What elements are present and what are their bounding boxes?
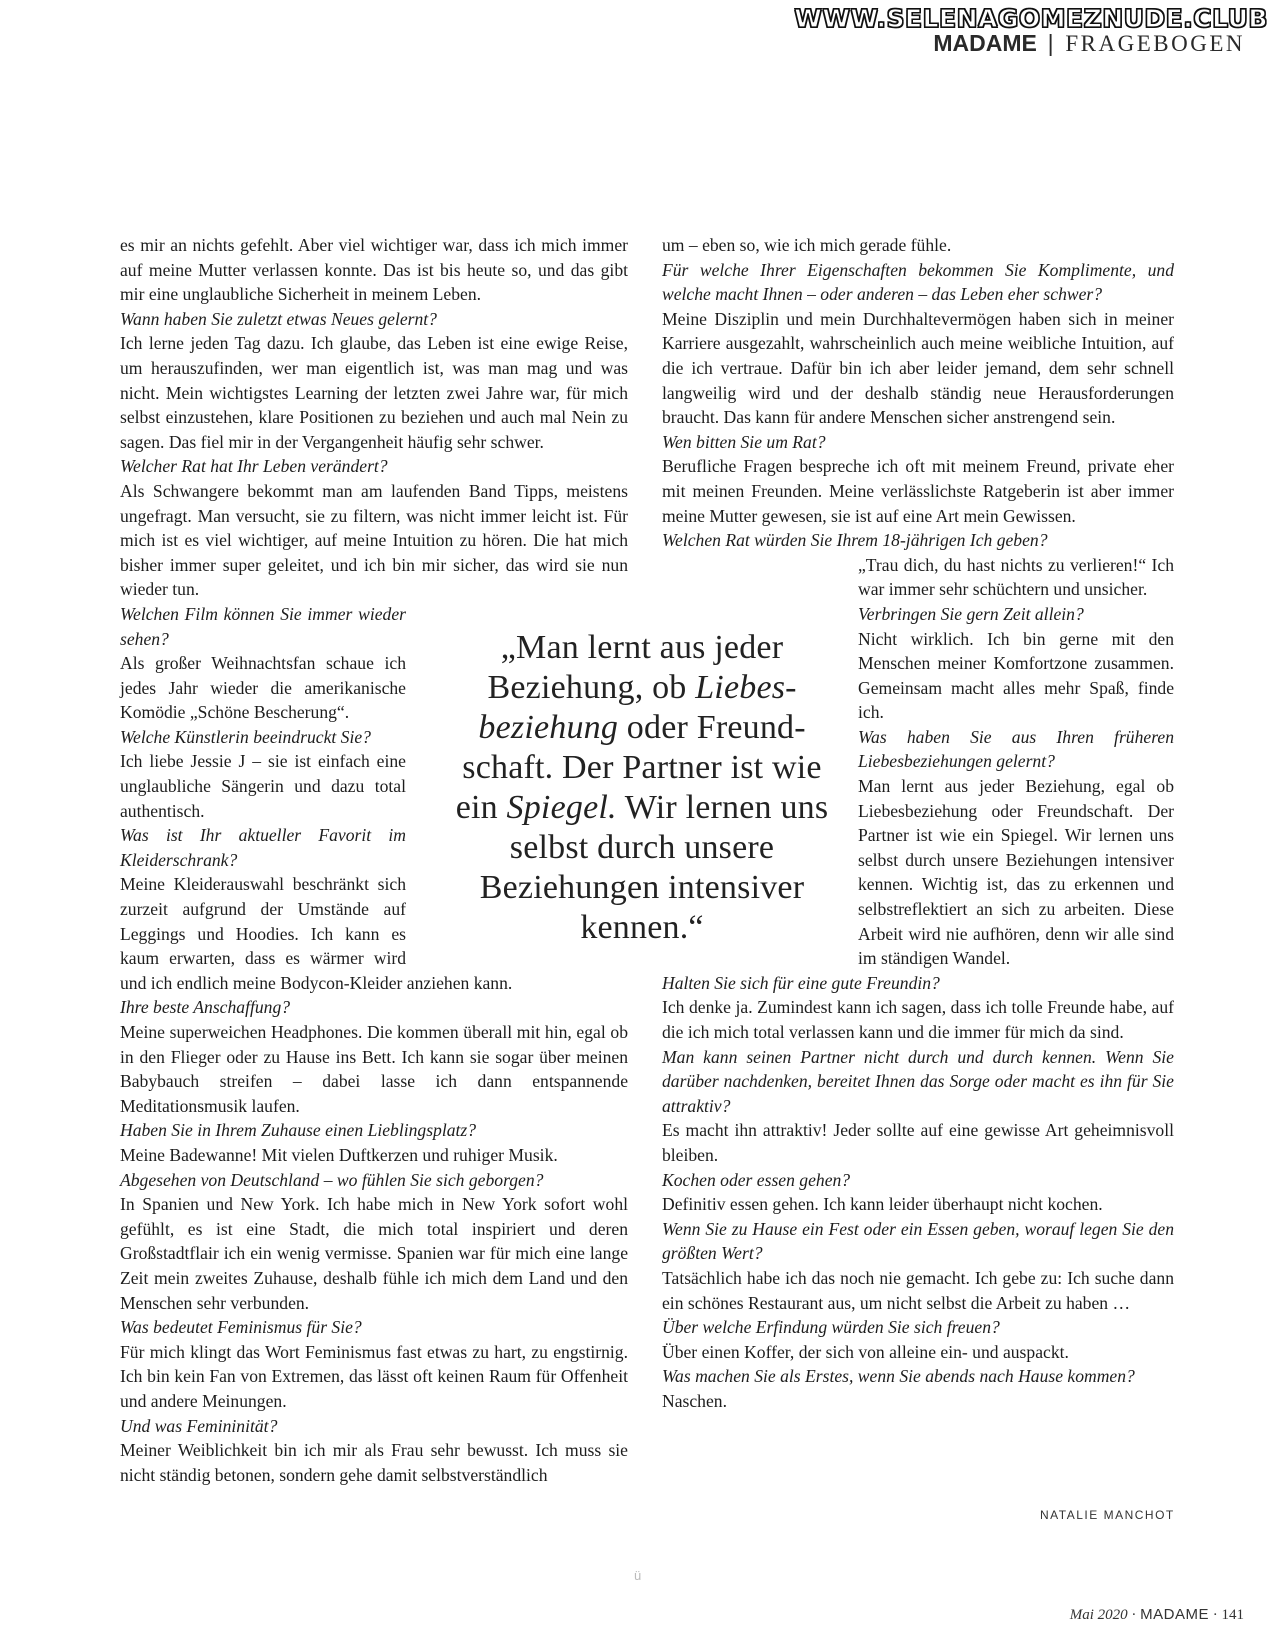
interview-answer: Meine Kleiderauswahl beschränkt sich zurzeit aufgrund der Umstände auf Leggings und Hoodies. Ich kann es kaum erwarten, dass es wärmer wird und ich endlich meine Bodycon-Kleider anziehen kann.	[120, 874, 513, 993]
interview-question: Für welche Ihrer Eigenschaften bekommen Sie Komplimente, und welche macht Ihnen – oder anderen – das Leben eher schwer?	[662, 259, 1174, 305]
interview-question: Welchen Film können Sie immer wieder sehen?	[120, 603, 406, 649]
interview-answer: Man lernt aus jeder Beziehung, egal ob Liebesbeziehung oder Freundschaft. Der Partner ist wie ein Spiegel. Wir lernen uns selbst durch unsere Beziehungen intensiver kennen. Wichtig ist, das zu erkennen und selbstreflektiert an sich zu arbeiten. Diese Arbeit wird nie aufhören, denn wir alle sind im ständigen Wandel.	[858, 776, 1174, 969]
interview-answer: Tatsächlich habe ich das noch nie gemacht. Ich gebe zu: Ich suche dann ein schönes Restaurant aus, um nicht selbst die Arbeit zu haben …	[662, 1267, 1174, 1313]
interview-answer: Ich denke ja. Zumindest kann ich sagen, dass ich tolle Freunde habe, auf die ich mich total verlassen kann und die immer für mich da sind.	[662, 997, 1174, 1042]
header-brand	[933, 30, 1245, 57]
interview-answer: Nicht wirklich. Ich bin gerne mit den Menschen meiner Komfortzone zusammen. Gemeinsam macht alles mehr Spaß, finde ich.	[858, 628, 1174, 723]
interview-answer: „Trau dich, du hast nichts zu verlieren!“ Ich war immer sehr schüchtern und unsicher.	[858, 554, 1174, 600]
interview-answer: Meine Badewanne! Mit vielen Duftkerzen und ruhiger Musik.	[120, 1144, 558, 1165]
interview-answer: Ich liebe Jessie J – sie ist einfach eine unglaubliche Sängerin und dazu total authentisch.	[120, 751, 406, 821]
issue-date: Mai 2020	[1069, 1607, 1128, 1623]
interview-question: Was haben Sie aus Ihren früheren Liebesbeziehungen gelernt?	[858, 726, 1174, 772]
interview-answer: es mir an nichts gefehlt. Aber viel wichtiger war, dass ich mich immer auf meine Mutter verlassen konnte. Das ist bis heute so, und das gibt mir eine unglaubliche Sicherheit in meinem Leben.	[120, 235, 628, 305]
interview-question: Haben Sie in Ihrem Zuhause einen Lieblingsplatz?	[120, 1120, 477, 1141]
interview-answer: Berufliche Fragen bespreche ich oft mit meinem Freund, private eher mit meinen Freunden. Meine verlässlichste Ratgeberin ist aber immer meine Mutter gewesen, sie ist auf eine Art mein Gewissen.	[662, 456, 1174, 526]
header-separator: |	[1047, 30, 1055, 56]
interview-question: Welche Künstlerin beeindruckt Sie?	[120, 726, 371, 747]
interview-question: Über welche Erfindung würden Sie sich freuen?	[662, 1317, 1000, 1338]
interview-question: Und was Femininität?	[120, 1415, 278, 1436]
page-mark: ü	[634, 1568, 642, 1583]
interview-answer: Naschen.	[662, 1390, 727, 1411]
interview-question: Wen bitten Sie um Rat?	[662, 431, 826, 452]
watermark: WWW.SELENAGOMEZNUDE.CLUB	[794, 4, 1268, 33]
interview-question: Was ist Ihr aktueller Favorit im Kleiderschrank?	[120, 825, 406, 870]
byline: NATALIE MANCHOT	[1040, 1508, 1175, 1522]
interview-answer: Meine Disziplin und mein Durchhaltevermögen haben sich in meiner Karriere ausgezahlt, wahrscheinlich auch meine weibliche Intuition, auf die ich vertraue. Dafür bin ich aber leider jemand, dem sehr schnell langweilig wird und der deshalb ständig neue Herausforderungen braucht. Das kann für andere Menschen sicher anstrengend sein.	[662, 308, 1174, 428]
interview-answer: Als großer Weihnachtsfan schaue ich jedes Jahr wieder die amerikanische Komödie „Schöne Bescherung“.	[120, 653, 406, 723]
interview-question: Wann haben Sie zuletzt etwas Neues gelernt?	[120, 308, 437, 329]
interview-question: Man kann seinen Partner nicht durch und durch kennen. Wenn Sie darüber nachdenken, bereitet Ihnen das Sorge oder macht es ihn für Sie attraktiv?	[662, 1046, 1174, 1116]
section-name: FRAGEBOGEN	[1065, 31, 1245, 56]
magazine-name: MADAME	[933, 30, 1037, 56]
interview-answer: Ich lerne jeden Tag dazu. Ich glaube, das Leben ist eine ewige Reise, um herauszufinden, wer man eigentlich ist, was man mag und was nicht. Mein wichtigstes Learning der letzten zwei Jahre war, für mich selbst einzustehen, klare Positionen zu beziehen und auch mal Nein zu sagen. Das fiel mir in der Vergangenheit häufig sehr schwer.	[120, 333, 628, 452]
interview-answer: Über einen Koffer, der sich von alleine ein- und auspackt.	[662, 1341, 1069, 1362]
interview-answer: Definitiv essen gehen. Ich kann leider überhaupt nicht kochen.	[662, 1194, 1103, 1215]
pull-quote: „Man lernt aus jeder Beziehung, ob Liebesbeziehung oder Freundschaft. Der Partner ist wie ein Spiegel. Wir lernen uns selbst durch unsere Beziehungen intensiver kennen.“	[455, 629, 829, 946]
interview-question: Halten Sie sich für eine gute Freundin?	[662, 972, 940, 993]
interview-question: Abgesehen von Deutschland – wo fühlen Sie sich geborgen?	[120, 1169, 544, 1190]
interview-answer: Für mich klingt das Wort Feminismus fast etwas zu hart, zu engstirnig. Ich bin kein Fan von Extremen, das lässt oft keinen Raum für Offenheit und andere Meinungen.	[120, 1341, 628, 1411]
page-number: 141	[1221, 1607, 1244, 1623]
interview-answer: Meiner Weiblichkeit bin ich mir als Frau sehr bewusst. Ich muss sie nicht ständig betonen, sondern gehe damit selbstverständlich	[120, 1440, 628, 1485]
interview-answer: Meine superweichen Headphones. Die kommen überall mit hin, egal ob in den Flieger oder zu Hause ins Bett. Ich kann sie sogar über meinen Babybauch streifen – dabei lasse ich dann entspannende Meditationsmusik laufen.	[120, 1022, 628, 1116]
interview-answer: In Spanien und New York. Ich habe mich in New York sofort wohl gefühlt, es ist eine Stadt, die mich total inspiriert und deren Großstadtflair ich ein wenig vermisse. Spanien war für mich eine lange Zeit mein zweites Zuhause, deshalb fühle ich mich dem Land und den Menschen sehr verbunden.	[120, 1194, 628, 1313]
interview-question: Was machen Sie als Erstes, wenn Sie abends nach Hause kommen?	[662, 1366, 1135, 1387]
interview-question: Welcher Rat hat Ihr Leben verändert?	[120, 456, 388, 477]
footer-magazine: MADAME	[1140, 1606, 1209, 1623]
interview-answer: um – eben so, wie ich mich gerade fühle.	[662, 235, 952, 255]
page-footer: Mai 2020 · MADAME · 141	[1069, 1606, 1244, 1623]
interview-answer: Es macht ihn attraktiv! Jeder sollte auf eine gewisse Art geheimnisvoll bleiben.	[662, 1120, 1174, 1165]
interview-question: Ihre beste Anschaffung?	[120, 997, 291, 1018]
interview-question: Kochen oder essen gehen?	[662, 1169, 851, 1190]
interview-question: Verbringen Sie gern Zeit allein?	[858, 603, 1084, 624]
interview-question: Welchen Rat würden Sie Ihrem 18-jährigen Ich geben?	[662, 530, 1048, 551]
interview-question: Wenn Sie zu Hause ein Fest oder ein Essen geben, worauf legen Sie den größten Wert?	[662, 1218, 1174, 1264]
interview-question: Was bedeutet Feminismus für Sie?	[120, 1317, 362, 1338]
interview-answer: Als Schwangere bekommt man am laufenden Band Tipps, meistens ungefragt. Man versucht, sie zu filtern, was nicht immer leicht ist. Für mich ist es viel wichtiger, auf meine Intuition zu hören. Die hat mich bisher immer super geleitet, und ich bin mir sicher, das wird sie nun wieder tun.	[120, 480, 628, 600]
